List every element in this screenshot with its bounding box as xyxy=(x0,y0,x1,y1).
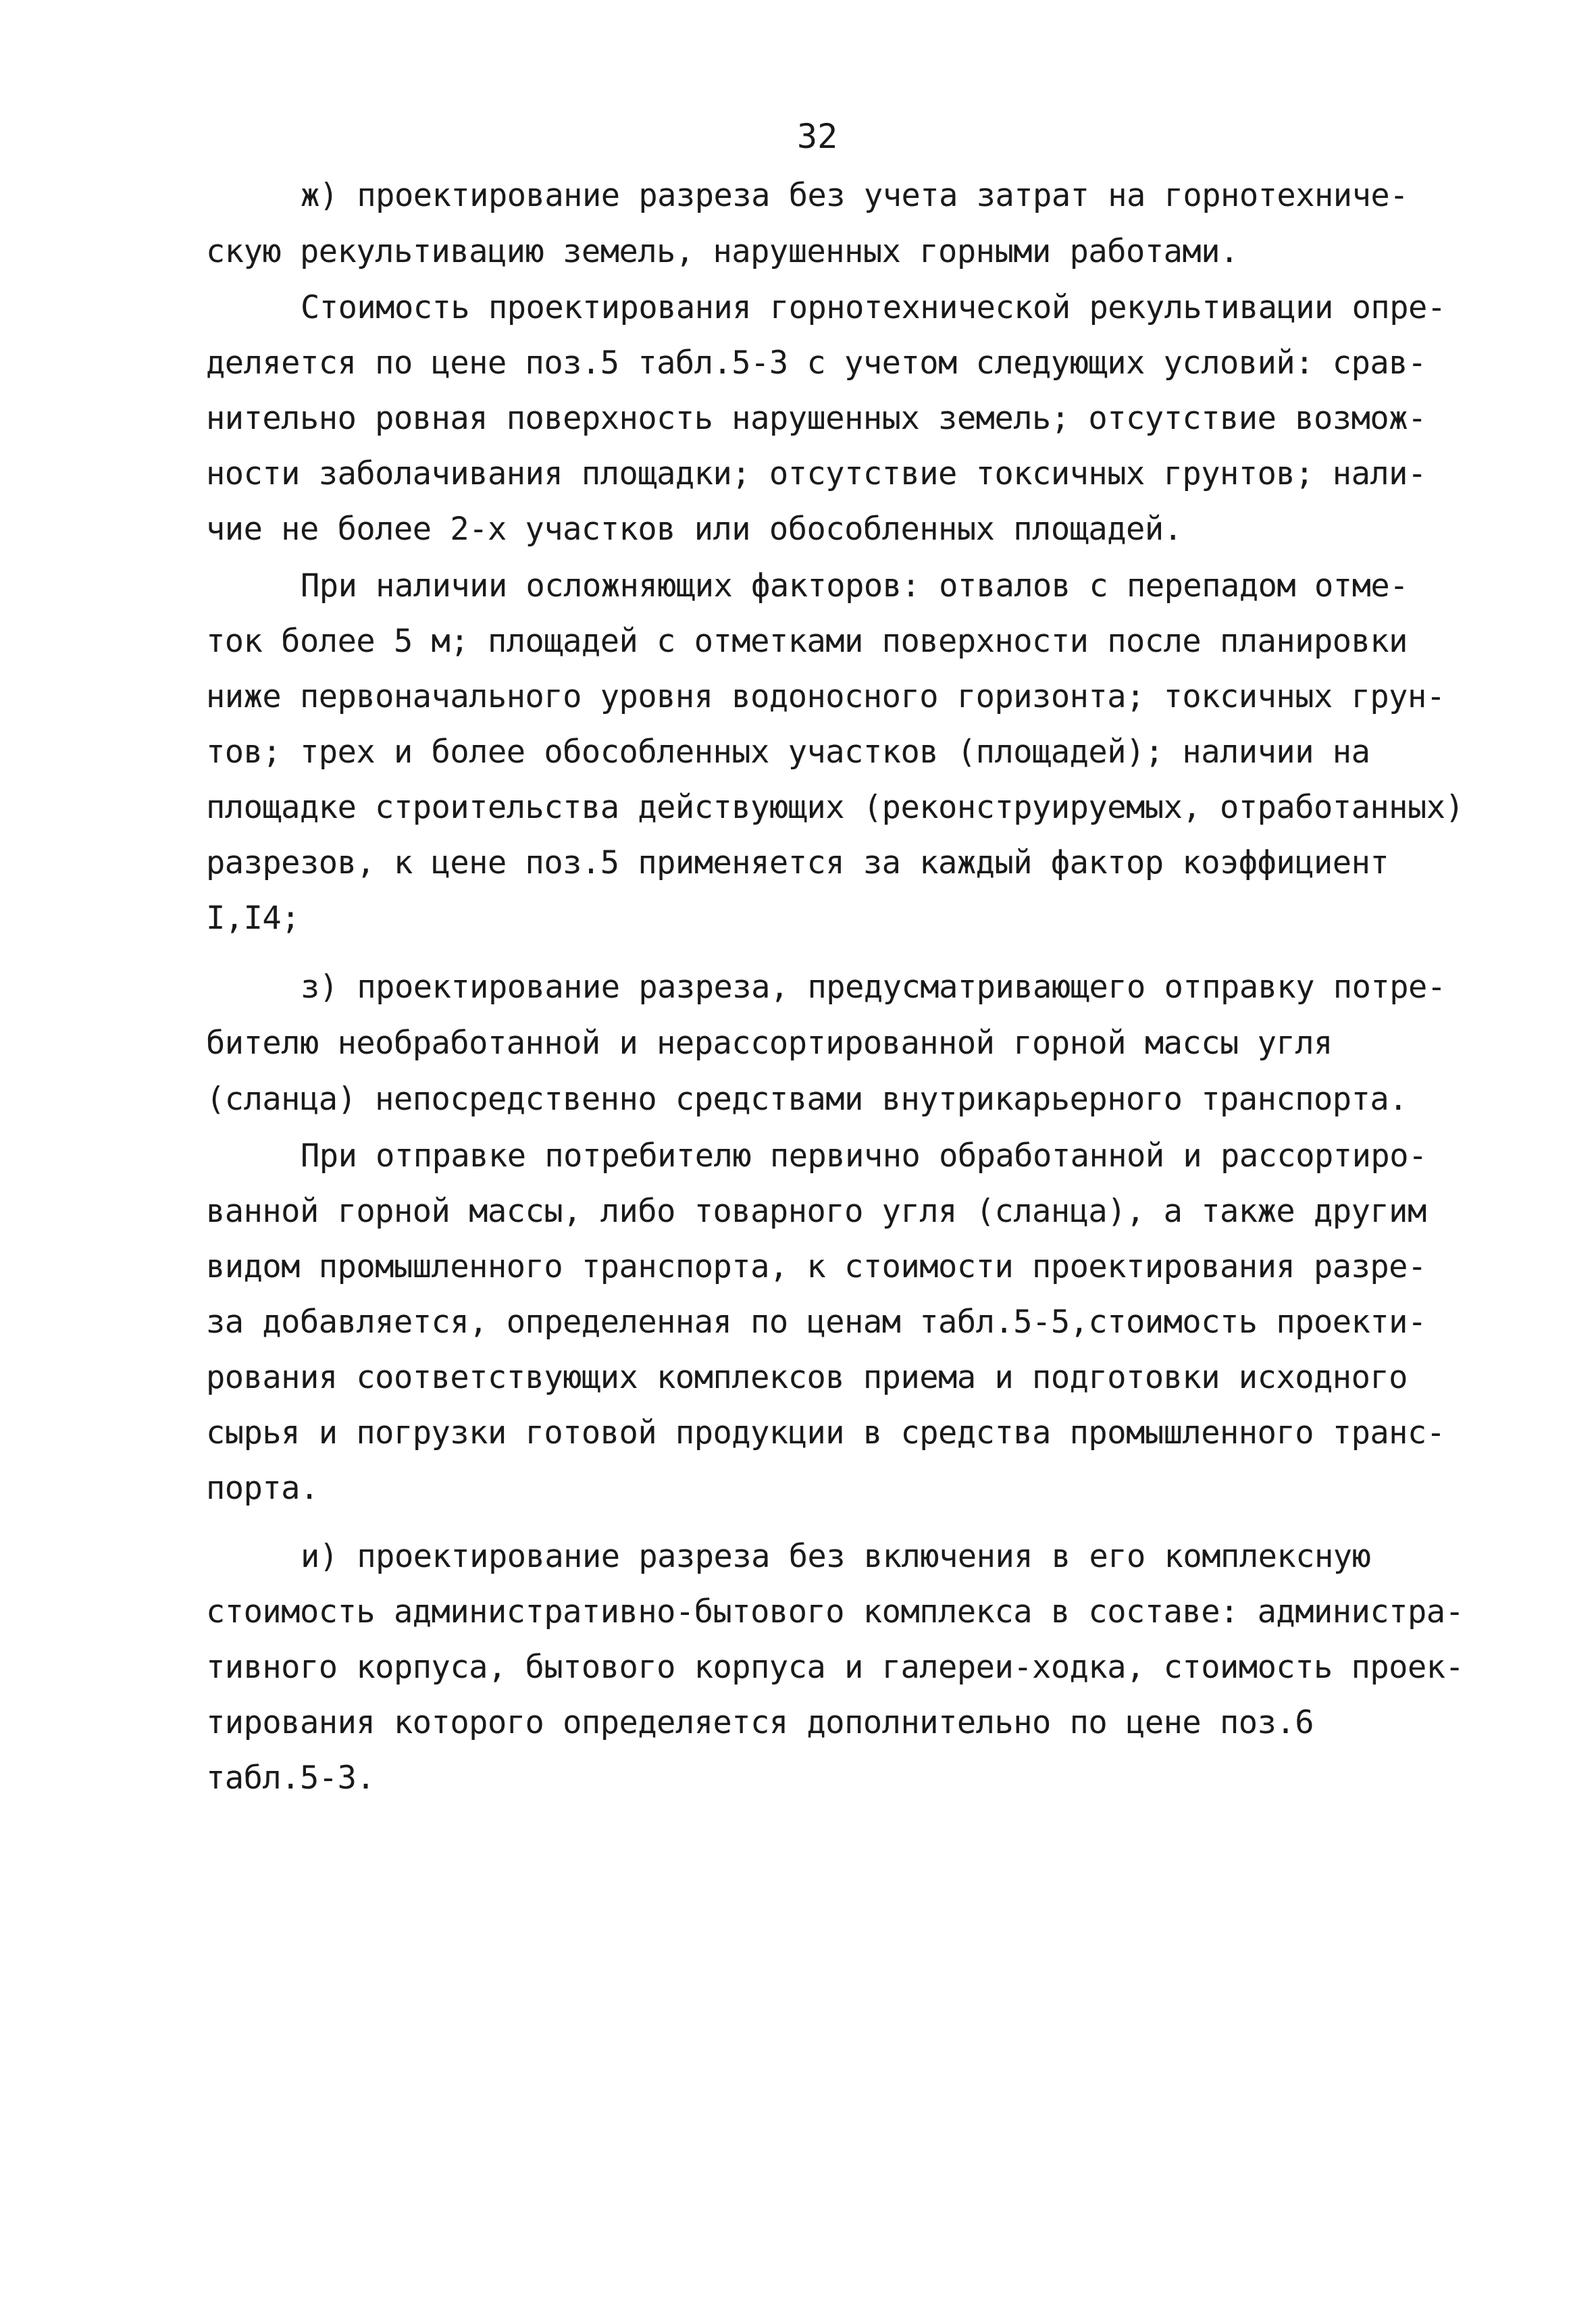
text-line: з) проектирование разреза, предусматривающего отправку потре- xyxy=(301,969,1446,1006)
text-line: ток более 5 м; площадей с отметками поверхности после планировки xyxy=(206,623,1408,660)
text-line: ниже первоначального уровня водоносного горизонта; токсичных грун- xyxy=(206,678,1445,715)
text-line: и) проектирование разреза без включения в его комплексную xyxy=(301,1538,1371,1575)
text-line: разрезов, к цене поз.5 применяется за каждый фактор коэффициент xyxy=(206,844,1389,881)
text-line: порта. xyxy=(206,1470,319,1507)
text-line: рования соответствующих комплексов приема и подготовки исходного xyxy=(206,1359,1408,1396)
text-line: нительно ровная поверхность нарушенных земель; отсутствие возмож- xyxy=(206,400,1426,437)
text-line: сырья и погрузки готовой продукции в средства промышленного транс- xyxy=(206,1414,1445,1451)
text-line: (сланца) непосредственно средствами внутрикарьерного транспорта. xyxy=(206,1081,1408,1118)
text-line: Стоимость проектирования горнотехнической рекультивации опре- xyxy=(301,289,1446,326)
text-line: I,I4; xyxy=(206,900,300,937)
text-line: бителю необработанной и нерассортированной горной массы угля xyxy=(206,1025,1333,1062)
text-line: скую рекультивацию земель, нарушенных горными работами. xyxy=(206,233,1239,270)
text-line: ванной горной массы, либо товарного угля (сланца), а также другим xyxy=(206,1193,1426,1230)
text-line: При наличии осложняющих факторов: отвалов с перепадом отме- xyxy=(301,567,1408,605)
text-line: чие не более 2-х участков или обособленных площадей. xyxy=(206,511,1183,548)
text-line: за добавляется, определенная по ценам табл.5-5,стоимость проекти- xyxy=(206,1304,1426,1341)
text-line: площадке строительства действующих (реконструируемых, отработанных) xyxy=(206,789,1464,826)
page-number: 32 xyxy=(797,117,838,156)
text-line: тов; трех и более обособленных участков (площадей); наличии на xyxy=(206,734,1370,771)
text-line: тирования которого определяется дополнительно по цене поз.6 xyxy=(206,1704,1314,1741)
text-line: тивного корпуса, бытового корпуса и галереи-ходка, стоимость проек- xyxy=(206,1649,1464,1686)
text-line: табл.5-3. xyxy=(206,1759,376,1797)
text-line: ности заболачивания площадки; отсутствие токсичных грунтов; нали- xyxy=(206,455,1426,492)
text-line: При отправке потребителю первично обработанной и рассортиро- xyxy=(301,1137,1427,1175)
text-line: ж) проектирование разреза без учета затрат на горнотехниче- xyxy=(301,177,1408,214)
text-line: видом промышленного транспорта, к стоимости проектирования разре- xyxy=(206,1248,1426,1285)
text-line: стоимость административно-бытового комплекса в составе: админиcтра- xyxy=(206,1593,1464,1630)
text-line: деляется по цене поз.5 табл.5-3 с учетом следующих условий: срав- xyxy=(206,344,1426,382)
